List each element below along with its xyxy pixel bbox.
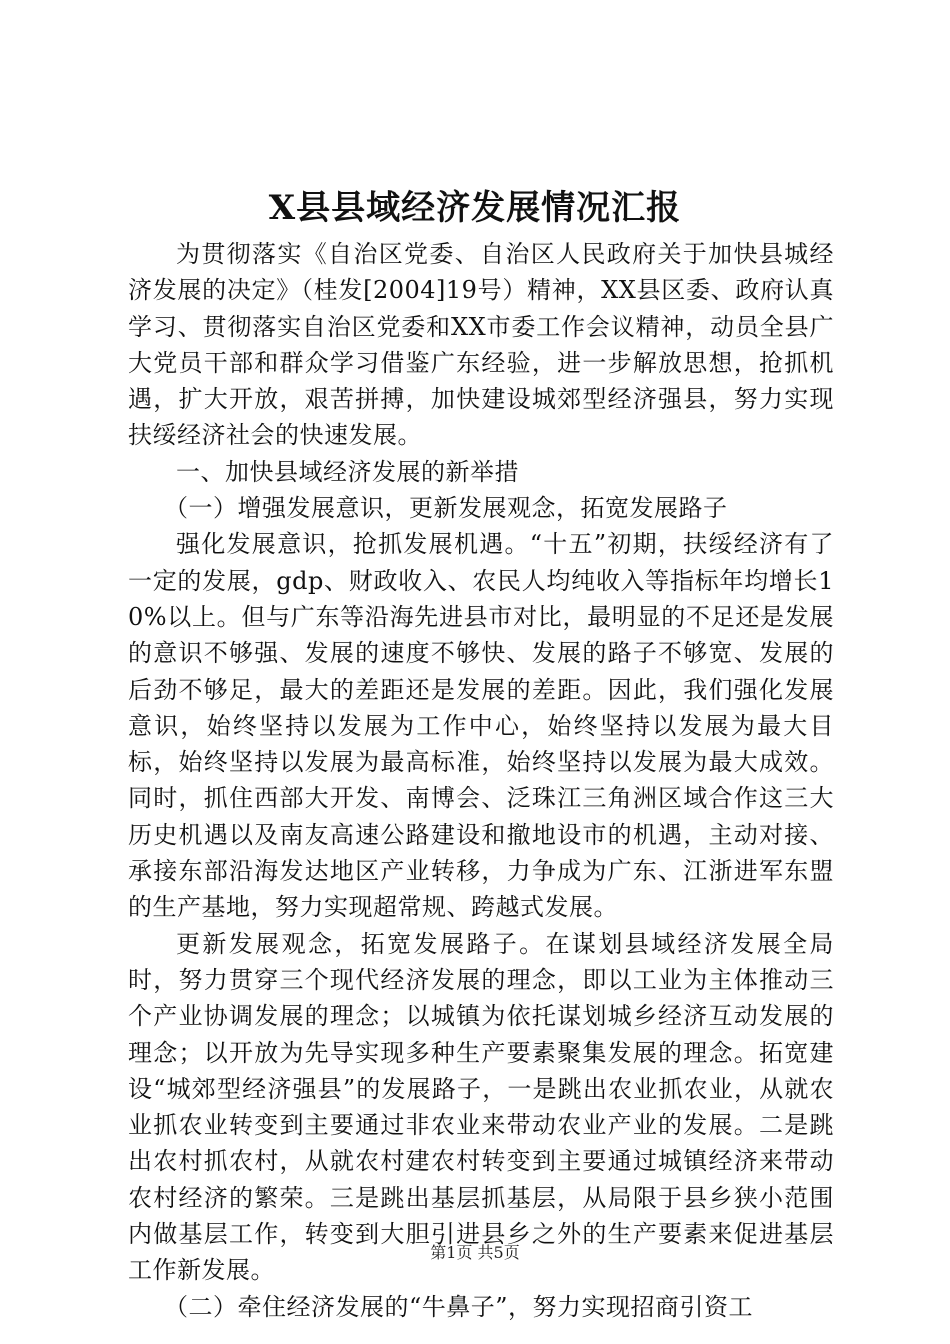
section-heading-1: 一、加快县域经济发展的新举措 <box>176 457 519 486</box>
subsection-heading-1: （一）增强发展意识，更新发展观念，拓宽发展路子 <box>164 494 728 523</box>
paragraph-development-awareness: 强化发展意识，抢抓发展机遇。“十五”初期，扶绥经济有了一定的发展，gdp、财政收入、农民人均纯收入等指标年均增长10%以上。但与广东等沿海先进县市对比，最明显的不足还是发展的意识不够强、发展的速度不够快、发展的路子不够宽、发展的后劲不够足，最大的差距还是发展的差距。因此，我们强化发展意识，始终坚持以发展为工作中心，始终坚持以发展为最大目标，始终坚持以发展为最高标准，始终坚持以发展为最大成效。同时，抓住西部大开发、南博会、泛珠江三角洲区域合作这三大历史机遇以及南友高速公路建设和撤地设市的机遇，主动对接、承接东部沿海发达地区产业转移，力争成为广东、江浙进军东盟的生产基地，努力实现超常规、跨越式发展。 <box>128 530 834 922</box>
document-body <box>128 236 834 1325</box>
document-title: X县县域经济发展情况汇报 <box>268 188 682 228</box>
paragraph-intro: 为贯彻落实《自治区党委、自治区人民政府关于加快县城经济发展的决定》（桂发[2004]19号）精神，XX县区委、政府认真学习、贯彻落实自治区党委和XX市委工作会议精神，动员全县广大党员干部和群众学习借鉴广东经验，进一步解放思想，抢抓机遇，扩大开放，艰苦拼搏，加快建设城郊型经济强县，努力实现扶绥经济社会的快速发展。 <box>128 240 834 450</box>
subsection-heading-2: （二）牵住经济发展的“牛鼻子”，努力实现招商引资工 <box>164 1292 754 1321</box>
paragraph-development-concepts: 更新发展观念，拓宽发展路子。在谋划县域经济发展全局时，努力贯穿三个现代经济发展的理念，即以工业为主体推动三个产业协调发展的理念；以城镇为依托谋划城乡经济互动发展的理念；以开放为先导实现多种生产要素聚集发展的理念。拓宽建设“城郊型经济强县”的发展路子，一是跳出农业抓农业，从就农业抓农业转变到主要通过非农业来带动农业产业的发展。二是跳出农村抓农村，从就农村建农村转变到主要通过城镇经济来带动农村经济的繁荣。三是跳出基层抓基层，从局限于县乡狭小范围内做基层工作，转变到大胆引进县乡之外的生产要素来促进基层工作新发展。 <box>128 929 834 1285</box>
page-footer: 第1页 共5页 <box>430 1243 520 1262</box>
